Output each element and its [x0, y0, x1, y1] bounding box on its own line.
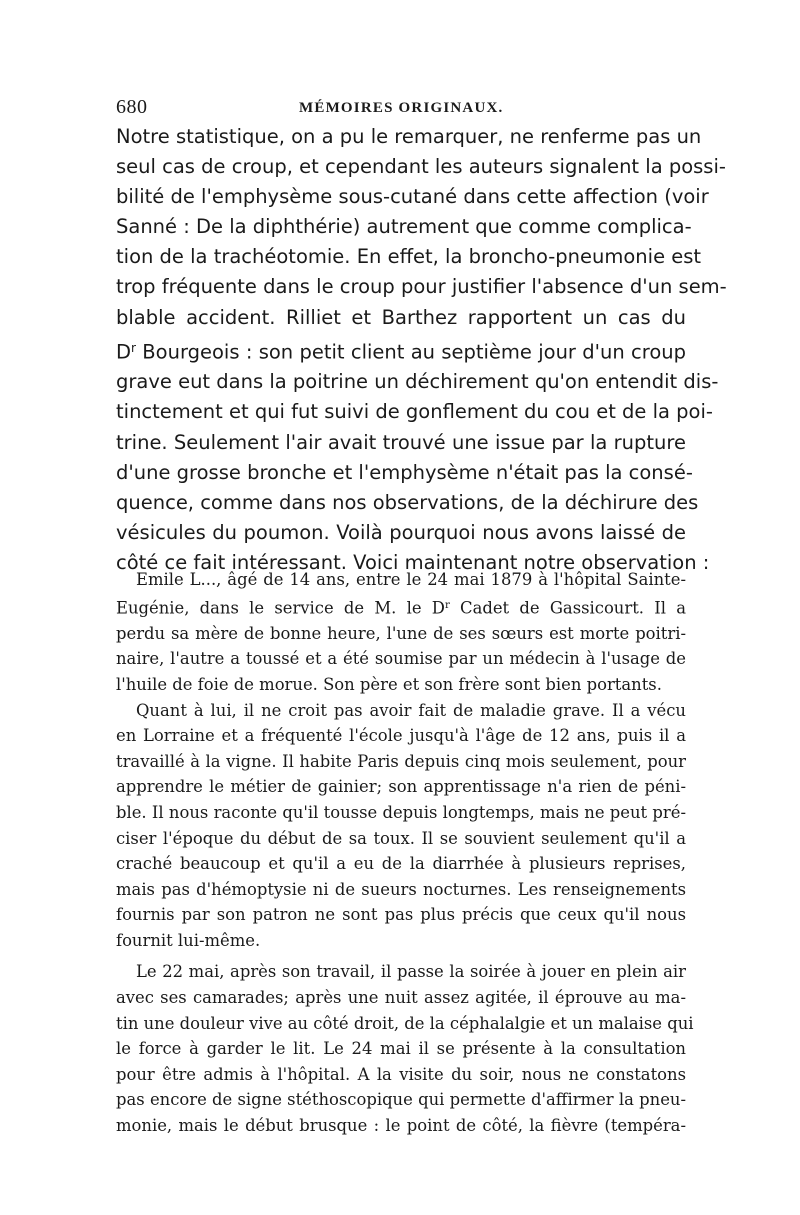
text-line: vésicules du poumon. Voilà pourquoi nous avons laissé de: [116, 520, 686, 544]
text-fragment: Le 22 mai, après son travail, il passe la soirée à jouer en plein air: [136, 962, 686, 982]
text-line: blable accident. Rilliet et Barthez rapportent un cas du: [116, 305, 686, 329]
text-line: pas encore de signe stéthoscopique qui permette d'affirmer la pneu-: [116, 1090, 686, 1110]
text-line: fournit lui-même.: [116, 930, 261, 950]
superscript: r: [444, 599, 450, 611]
text-line: bilité de l'emphysème sous-cutané dans cette affection (voir: [116, 185, 709, 209]
text-line: quence, comme dans nos observations, de la déchirure des: [116, 490, 699, 514]
text-line: en Lorraine et a fréquenté l'école jusqu'à l'âge de 12 ans, puis il a: [116, 726, 686, 746]
text-line-doctor: [116, 593, 686, 621]
text-line: travaillé à la vigne. Il habite Paris depuis cinq mois seulement, pour: [116, 751, 686, 771]
text-fragment: Bourgeois : son petit client au septième jour d'un croup: [135, 340, 686, 364]
text-line: monie, mais le début brusque : le point de côté, la fièvre (tempéra-: [116, 1116, 686, 1136]
text-line: fournis par son patron ne sont pas plus précis que ceux qu'il nous: [116, 905, 686, 925]
superscript: r: [131, 340, 136, 355]
text-line: d'une grosse bronche et l'emphysème n'était pas la consé-: [116, 460, 693, 484]
text-line: seul cas de croup, et cependant les auteurs signalent la possi-: [116, 155, 726, 179]
text-fragment: Eugénie, dans le service de M. le D: [116, 598, 445, 618]
text-line: trop fréquente dans le croup pour justifier l'absence d'un sem-: [116, 275, 727, 299]
text-line: naire, l'autre a toussé et a été soumise par un médecin à l'usage de: [116, 649, 686, 669]
running-head: MÉMOIRES ORIGINAUX.: [299, 100, 504, 116]
text-line-doctor: [116, 333, 686, 368]
text-line: craché beaucoup et qu'il a eu de la diarrhée à plusieurs reprises,: [116, 854, 686, 874]
text-line: avec ses camarades; après une nuit assez agitée, il éprouve au ma-: [116, 988, 686, 1008]
text-fragment: Emile L..., âgé de 14 ans, entre le 24 mai 1879 à l'hôpital Sainte-: [136, 570, 686, 589]
text-fragment: D: [116, 340, 132, 364]
text-line: le force à garder le lit. Le 24 mai il se présente à la consultation: [116, 1039, 686, 1059]
text-line: tin une douleur vive au côté droit, de la céphalalgie et un malaise qui: [116, 1013, 694, 1033]
text-line: trine. Seulement l'air avait trouvé une issue par la rupture: [116, 430, 686, 454]
text-line: [116, 959, 686, 985]
text-line: [116, 698, 686, 724]
text-line: tinctement et qui fut suivi de gonflement du cou et de la poi-: [116, 400, 713, 424]
text-line: ble. Il nous raconte qu'il tousse depuis longtemps, mais ne peut pré-: [116, 802, 686, 822]
page-number: 680: [116, 96, 148, 118]
text-line: Sanné : De la diphthérie) autrement que comme complica-: [116, 215, 692, 239]
text-line: mais pas d'hémoptysie ni de sueurs nocturnes. Les renseignements: [116, 879, 686, 899]
observation-text: [116, 567, 694, 1139]
text-fragment: Cadet de Gassicourt. Il a: [449, 598, 686, 618]
text-line: l'huile de foie de morue. Son père et son frère sont bien portants.: [116, 674, 662, 694]
main-paragraph: [116, 122, 727, 578]
text-line: Notre statistique, on a pu le remarquer, ne renferme pas un: [116, 125, 702, 148]
text-line: perdu sa mère de bonne heure, l'une de ses sœurs est morte poitri-: [116, 623, 686, 643]
text-line: côté ce fait intéressant. Voici maintenant notre observation :: [116, 550, 710, 574]
text-line: apprendre le métier de gainier; son apprentissage n'a rien de péni-: [116, 777, 686, 797]
text-line: ciser l'époque du début de sa toux. Il se souvient seulement qu'il a: [116, 828, 686, 848]
text-line: tion de la trachéotomie. En effet, la broncho-pneumonie est: [116, 245, 702, 269]
text-line: pour être admis à l'hôpital. A la visite du soir, nous ne constatons: [116, 1064, 686, 1084]
text-fragment: Quant à lui, il ne croit pas avoir fait de maladie grave. Il a vécu: [136, 700, 686, 720]
text-line: grave eut dans la poitrine un déchirement qu'on entendit dis-: [116, 370, 719, 394]
text-line: [116, 567, 686, 593]
